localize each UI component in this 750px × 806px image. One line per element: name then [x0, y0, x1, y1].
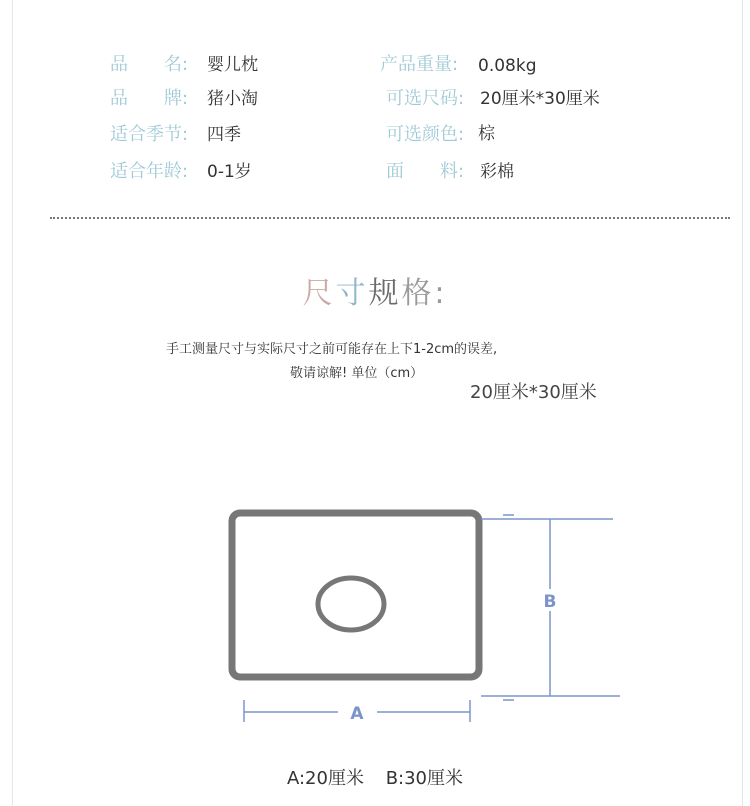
spec-value-size: 20厘米*30厘米	[480, 89, 600, 109]
spec-label-brand: 品 牌:	[110, 88, 189, 109]
section-title-part: 格:	[401, 276, 448, 311]
measurement-note-line2: 敬请谅解! 单位（cm）	[290, 366, 424, 381]
pillow-outline	[232, 513, 479, 677]
spec-value-age: 0-1岁	[207, 162, 252, 182]
spec-value-weight: 0.08kg	[478, 56, 537, 76]
size-label: 20厘米*30厘米	[470, 382, 597, 403]
spec-label-size: 可选尺码:	[386, 88, 465, 109]
spec-label-name: 品 名:	[110, 54, 189, 75]
pillow-center-oval	[318, 578, 384, 630]
spec-label-weight: 产品重量:	[380, 54, 459, 75]
dimension-b-label: B	[543, 592, 557, 612]
dimension-a-value: A:20厘米	[286, 768, 364, 789]
spec-value-color: 棕	[478, 124, 495, 144]
spec-label-fabric: 面 料:	[386, 161, 465, 182]
spec-value-season: 四季	[207, 125, 241, 145]
spec-label-age: 适合年龄:	[110, 161, 189, 182]
dimension-a-label: A	[350, 704, 364, 724]
spec-value-brand: 猪小淘	[207, 89, 258, 109]
dimension-b-value: B:30厘米	[385, 768, 464, 789]
spec-label-color: 可选颜色:	[386, 124, 465, 145]
section-title-part: 尺	[302, 276, 336, 311]
spec-label-season: 适合季节:	[110, 124, 189, 145]
section-title-part: 寸	[335, 276, 369, 311]
measurement-note-line1: 手工测量尺寸与实际尺寸之前可能存在上下1-2cm的误差,	[166, 342, 498, 357]
spec-value-fabric: 彩棉	[480, 162, 514, 182]
spec-value-name: 婴儿枕	[207, 55, 258, 75]
dimension-values	[0, 764, 750, 790]
section-title-part: 规	[368, 276, 402, 311]
